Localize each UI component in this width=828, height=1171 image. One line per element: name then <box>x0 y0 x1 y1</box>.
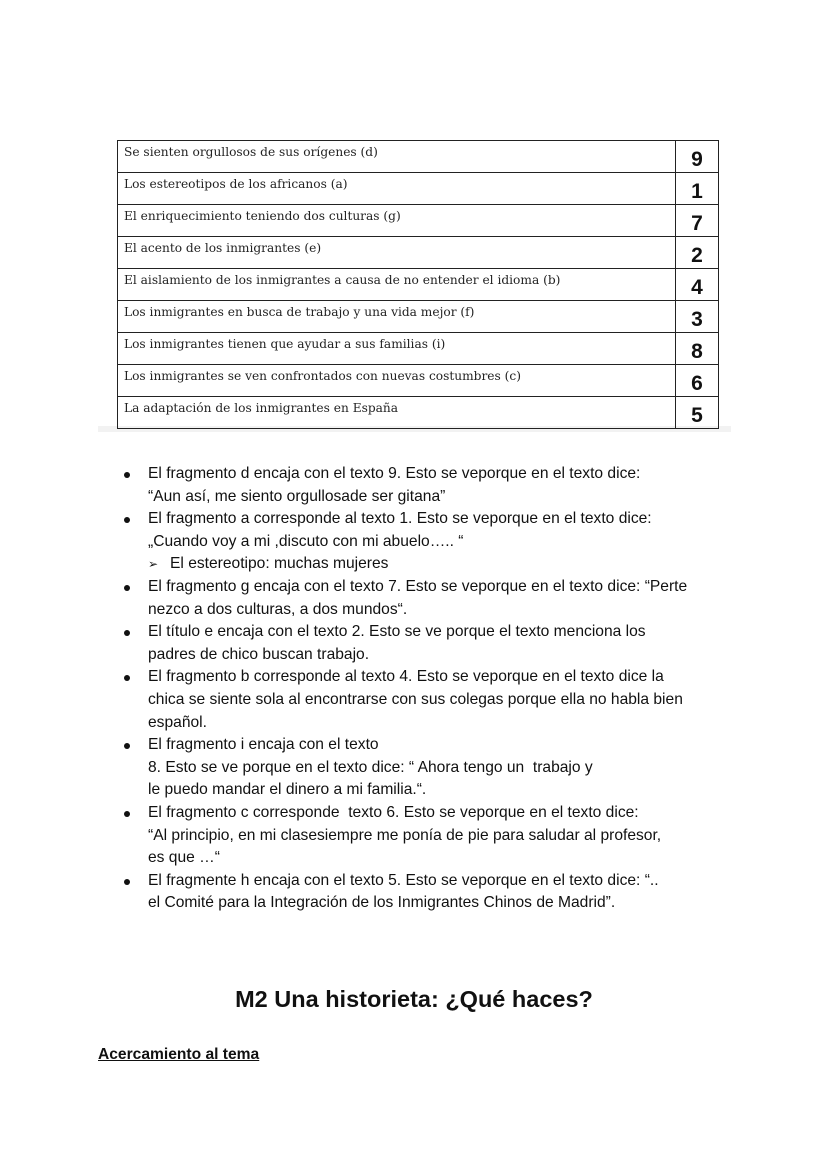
table-row <box>118 237 719 269</box>
list-item-line: chica se siente sola al encontrarse con sus colegas porque ella no habla bien <box>148 690 683 708</box>
list-item-line: es que …“ <box>148 849 220 867</box>
arrow-bullet-icon: ➢ <box>148 557 159 572</box>
table-row <box>118 269 719 301</box>
row-label: Los inmigrantes en busca de trabajo y una vida mejor (f) <box>118 301 676 333</box>
bullet-dot-icon <box>124 585 130 591</box>
sub-list-item <box>120 553 740 576</box>
row-number: 1 <box>676 173 719 205</box>
row-number: 5 <box>676 397 719 429</box>
list-item <box>120 621 740 666</box>
list-item <box>120 508 740 553</box>
row-number: 3 <box>676 301 719 333</box>
table-row <box>118 365 719 397</box>
table-row <box>118 141 719 173</box>
bullet-dot-icon <box>124 517 130 523</box>
list-item <box>120 576 740 621</box>
list-item-line: 8. Esto se ve porque en el texto dice: “ Ahora tengo un trabajo y <box>148 758 593 776</box>
list-item-line: nezco a dos culturas, a dos mundos“. <box>148 600 408 618</box>
row-number: 9 <box>676 141 719 173</box>
list-item <box>120 463 740 508</box>
list-item <box>120 666 740 734</box>
row-number: 4 <box>676 269 719 301</box>
list-item-line: el Comité para la Integración de los Inmigrantes Chinos de Madrid”. <box>148 894 616 912</box>
list-item-line: español. <box>148 713 207 731</box>
table-row <box>118 397 719 429</box>
table-row <box>118 333 719 365</box>
row-label: El enriquecimiento teniendo dos culturas (g) <box>118 205 676 237</box>
bullet-dot-icon <box>124 879 130 885</box>
list-item <box>120 870 740 915</box>
list-item <box>120 802 740 870</box>
section-title: M2 Una historieta: ¿Qué haces? <box>235 986 593 1012</box>
bullet-dot-icon <box>124 675 130 681</box>
bullet-dot-icon <box>124 743 130 749</box>
row-label: El aislamiento de los inmigrantes a causa de no entender el idioma (b) <box>118 269 676 301</box>
row-number: 2 <box>676 237 719 269</box>
explanation-list <box>120 463 740 915</box>
list-item-line: “Aun así, me siento orgullosade ser gitana” <box>148 487 446 505</box>
list-item-line: El fragmento g encaja con el texto 7. Esto se veporque en el texto dice: “Perte <box>148 577 688 595</box>
list-item-line: El fragmente h encaja con el texto 5. Esto se veporque en el texto dice: “.. <box>148 871 659 889</box>
row-number: 6 <box>676 365 719 397</box>
list-item-line: le puedo mandar el dinero a mi familia.“. <box>148 781 427 799</box>
section-subtitle: Acercamiento al tema <box>98 1046 260 1063</box>
row-label: Los inmigrantes tienen que ayudar a sus familias (i) <box>118 333 676 365</box>
bullet-dot-icon <box>124 630 130 636</box>
list-item-line: „Cuando voy a mi ,discuto con mi abuelo….. “ <box>148 532 464 550</box>
list-item-line: El fragmento i encaja con el texto <box>148 736 379 754</box>
list-item-line: El fragmento a corresponde al texto 1. Esto se veporque en el texto dice: <box>148 510 652 528</box>
list-item-line: El título e encaja con el texto 2. Esto se ve porque el texto menciona los <box>148 623 646 641</box>
row-label: El acento de los inmigrantes (e) <box>118 237 676 269</box>
list-item-line: “Al principio, en mi clasesiempre me ponía de pie para saludar al profesor, <box>148 826 662 844</box>
row-label: Se sienten orgullosos de sus orígenes (d) <box>118 141 676 173</box>
list-item-line: padres de chico buscan trabajo. <box>148 645 370 663</box>
list-item-line: El fragmento b corresponde al texto 4. Esto se veporque en el texto dice la <box>148 668 664 686</box>
list-item-line: El fragmento d encaja con el texto 9. Esto se veporque en el texto dice: <box>148 465 641 482</box>
table-row <box>118 301 719 333</box>
row-number: 7 <box>676 205 719 237</box>
bullet-dot-icon <box>124 472 130 478</box>
row-label: Los estereotipos de los africanos (a) <box>118 173 676 205</box>
row-label: La adaptación de los inmigrantes en España <box>118 397 676 429</box>
table-row <box>118 205 719 237</box>
list-item-line: El fragmento c corresponde texto 6. Esto se veporque en el texto dice: <box>148 803 639 821</box>
row-number: 8 <box>676 333 719 365</box>
bullet-dot-icon <box>124 811 130 817</box>
list-item <box>120 734 740 802</box>
row-label: Los inmigrantes se ven confrontados con nuevas costumbres (c) <box>118 365 676 397</box>
list-item-line: El estereotipo: muchas mujeres <box>170 555 389 573</box>
matching-table <box>117 140 719 429</box>
table-row <box>118 173 719 205</box>
